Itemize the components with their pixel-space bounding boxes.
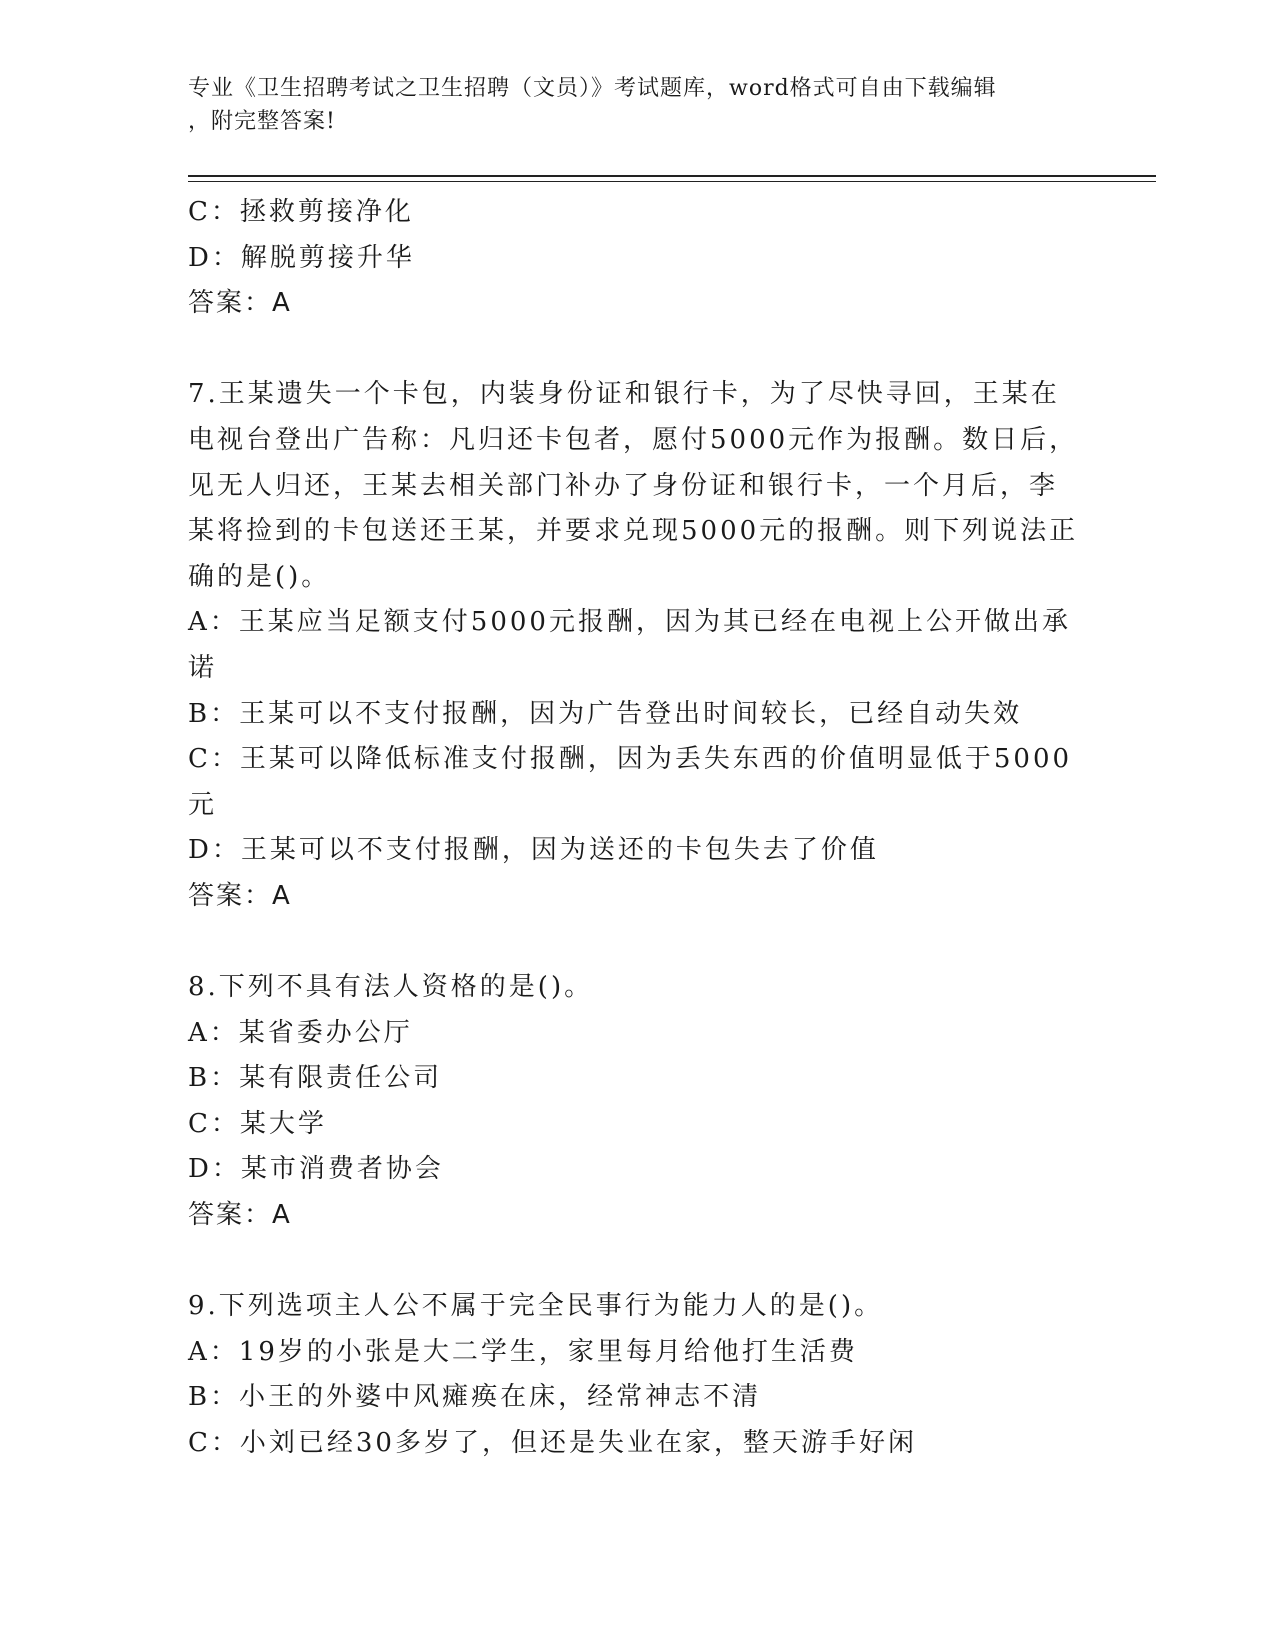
q7-stem-line: 7.王某遗失一个卡包，内装身份证和银行卡，为了尽快寻回，王某在 [188,379,1060,410]
q6-option-d: D：解脱剪接升华 [188,242,415,273]
q7-answer: 答案：A [188,880,292,911]
q8-stem: 8.下列不具有法人资格的是()。 [188,972,594,1003]
header-divider-thin [188,181,1156,182]
q7-option-b: B：王某可以不支付报酬，因为广告登出时间较长，已经自动失效 [188,698,1023,729]
question-7 [188,372,1079,919]
q7-option-c: C：王某可以降低标准支付报酬，因为丢失东西的价值明显低于5000 [188,744,1073,775]
spacer [188,327,1068,373]
q8-option-a: A：某省委办公厅 [188,1017,413,1048]
q8-option-d: D：某市消费者协会 [188,1154,444,1185]
spacer [188,920,1068,966]
question-content [188,190,1079,1467]
header-divider-thick [188,175,1156,177]
question-9 [188,1284,1068,1466]
question-8 [188,965,1068,1239]
q9-stem: 9.下列选项主人公不属于完全民事行为能力人的是()。 [188,1291,884,1322]
q7-stem-line: 确的是()。 [188,561,331,592]
q8-option-b: B：某有限责任公司 [188,1063,443,1094]
q6-option-c: C：拯救剪接净化 [188,197,414,227]
q7-stem-line: 见无人归还，王某去相关部门补办了身份证和银行卡，一个月后，李 [188,470,1059,501]
q6-answer: 答案：A [188,288,292,319]
header-title-line-1: 专业《卫生招聘考试之卫生招聘（文员）》考试题库，word格式可自由下载编辑 [188,76,997,101]
q7-option-d: D：王某可以不支付报酬，因为送还的卡包失去了价值 [188,835,879,866]
q7-option-c-continued: 元 [188,789,218,820]
question-6-tail [188,190,1068,327]
q8-answer: 答案：A [188,1200,292,1231]
q7-option-a: A：王某应当足额支付5000元报酬，因为其已经在电视上公开做出承 [188,607,1071,638]
header-title-line-2: ，附完整答案! [188,109,336,134]
q7-stem-line: 电视台登出广告称：凡归还卡包者，愿付5000元作为报酬。数日后， [188,424,1079,455]
q8-option-c: C：某大学 [188,1108,327,1139]
q9-option-a: A：19岁的小张是大二学生，家里每月给他打生活费 [188,1336,858,1367]
document-header [188,72,1088,138]
spacer [188,1239,1068,1285]
q9-option-c: C：小刘已经30多岁了，但还是失业在家，整天游手好闲 [188,1428,917,1459]
q7-stem-line: 某将捡到的卡包送还王某，并要求兑现5000元的报酬。则下列说法正 [188,516,1079,547]
q7-option-a-continued: 诺 [188,652,218,683]
q9-option-b: B：小王的外婆中风瘫痪在床，经常神志不清 [188,1382,762,1413]
